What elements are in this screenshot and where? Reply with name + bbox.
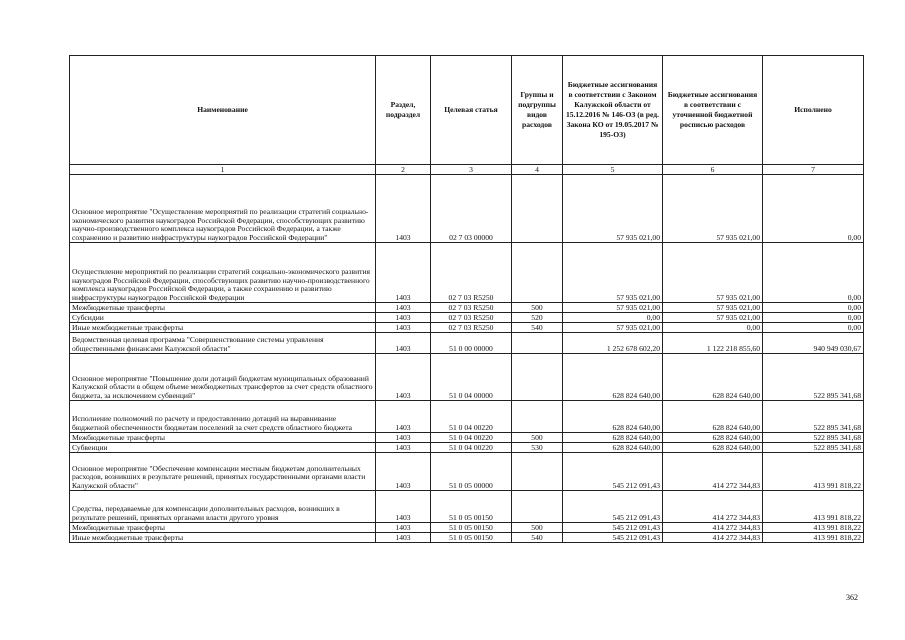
row-section: 1403 [376,323,431,333]
row-refined: 628 824 640,00 [663,433,763,443]
table-row [70,323,864,333]
header-refined: Бюджетные ассигнования в соответствии с уточненной бюджетной росписью расходов [663,56,763,165]
row-refined: 628 824 640,00 [663,443,763,453]
row-section: 1403 [376,533,431,543]
row-name: Субвенции [70,443,376,453]
row-group [512,243,563,303]
row-group: 540 [512,533,563,543]
row-name: Основное мероприятие "Обеспечение компенсации местным бюджетам дополнительных расходов, возникших в результате решений, принятых государственными органами власти Калужской области" [70,453,376,491]
column-number: 2 [376,165,431,175]
column-number: 3 [431,165,512,175]
row-name: Ведомственная целевая программа "Совершенствование системы управления общественными финансами Калужской области" [70,333,376,354]
row-section: 1403 [376,333,431,354]
row-group [512,175,563,243]
row-group: 520 [512,313,563,323]
row-executed: 413 991 818,22 [763,453,864,491]
header-executed: Исполнено [763,56,864,165]
row-law: 1 252 678 602,20 [563,333,663,354]
row-name: Осуществление мероприятий по реализации стратегий социально-экономического развития наукоградов Российской Федерации, способствующих развитию научно-производственного комплекса наукоградов Российской Федерации, а также сохранению и развитию инфраструктуры наукоградов Российской Федерации [70,243,376,303]
table-row [70,453,864,491]
header-section: Раздел, подраздел [376,56,431,165]
row-executed: 522 895 341,68 [763,443,864,453]
column-number: 4 [512,165,563,175]
row-name: Межбюджетные трансферты [70,523,376,533]
row-executed: 522 895 341,68 [763,354,864,401]
row-refined: 57 935 021,00 [663,303,763,313]
row-group: 500 [512,523,563,533]
row-section: 1403 [376,303,431,313]
row-refined: 414 272 344,83 [663,491,763,523]
row-executed: 0,00 [763,313,864,323]
header-row [70,56,864,165]
row-executed: 0,00 [763,243,864,303]
row-section: 1403 [376,354,431,401]
table-row [70,354,864,401]
row-target: 02 7 03 R5250 [431,313,512,323]
row-executed: 413 991 818,22 [763,533,864,543]
row-group [512,354,563,401]
row-name: Основное мероприятие "Осуществление мероприятий по реализации стратегий социально-экономического развития наукоградов Российской Федерации, способствующих развитию научно-производственного комплекса наукоградов Российской Федерации, а также сохранению и развитию инфраструктуры наукоградов Российской Федерации" [70,175,376,243]
row-name: Исполнение полномочий по расчету и предоставлению дотаций на выравнивание бюджетной обеспеченности бюджетам поселений за счет средств областного бюджета [70,401,376,433]
row-law: 57 935 021,00 [563,175,663,243]
row-executed: 940 949 030,67 [763,333,864,354]
row-name: Иные межбюджетные трансферты [70,533,376,543]
table-row [70,443,864,453]
row-section: 1403 [376,175,431,243]
column-number: 6 [663,165,763,175]
row-section: 1403 [376,491,431,523]
row-target: 51 0 05 00150 [431,523,512,533]
row-refined: 628 824 640,00 [663,354,763,401]
row-refined: 414 272 344,83 [663,533,763,543]
budget-table [69,55,864,543]
row-group: 500 [512,433,563,443]
column-number-row [70,165,864,175]
row-target: 51 0 05 00000 [431,453,512,491]
row-executed: 413 991 818,22 [763,491,864,523]
row-law: 57 935 021,00 [563,243,663,303]
column-number: 5 [563,165,663,175]
table-row [70,491,864,523]
row-refined: 414 272 344,83 [663,453,763,491]
column-number: 1 [70,165,376,175]
row-target: 02 7 03 R5250 [431,323,512,333]
row-group: 540 [512,323,563,333]
row-group [512,453,563,491]
row-law: 57 935 021,00 [563,303,663,313]
row-law: 628 824 640,00 [563,443,663,453]
row-group: 530 [512,443,563,453]
row-section: 1403 [376,401,431,433]
row-target: 51 0 04 00220 [431,443,512,453]
row-law: 628 824 640,00 [563,433,663,443]
row-target: 51 0 05 00150 [431,491,512,523]
table-row [70,313,864,323]
row-target: 51 0 04 00000 [431,354,512,401]
row-group [512,491,563,523]
header-law: Бюджетные ассигнования в соответствии с Законом Калужской области от 15.12.2016 № 146-ОЗ (в ред. Закона КО от 19.05.2017 № 195-ОЗ) [563,56,663,165]
row-executed: 522 895 341,68 [763,401,864,433]
row-group: 500 [512,303,563,313]
row-target: 51 0 04 00220 [431,401,512,433]
row-executed: 413 991 818,22 [763,523,864,533]
table-row [70,333,864,354]
row-refined: 0,00 [663,323,763,333]
page-number: 362 [846,593,858,602]
row-refined: 57 935 021,00 [663,313,763,323]
row-name: Межбюджетные трансферты [70,303,376,313]
row-refined: 57 935 021,00 [663,243,763,303]
row-name: Субсидии [70,313,376,323]
row-target: 02 7 03 00000 [431,175,512,243]
table-row [70,433,864,443]
header-target: Целевая статья [431,56,512,165]
table-row [70,523,864,533]
row-executed: 0,00 [763,303,864,313]
row-target: 02 7 03 R5250 [431,303,512,313]
table-row [70,303,864,313]
row-target: 51 0 00 00000 [431,333,512,354]
table-row [70,175,864,243]
row-executed: 0,00 [763,175,864,243]
column-number: 7 [763,165,864,175]
row-target: 51 0 04 00220 [431,433,512,443]
table-row [70,533,864,543]
header-name: Наименование [70,56,376,165]
row-section: 1403 [376,243,431,303]
row-law: 0,00 [563,313,663,323]
row-refined: 414 272 344,83 [663,523,763,533]
row-group [512,333,563,354]
row-executed: 522 895 341,68 [763,433,864,443]
table-row [70,243,864,303]
table-row [70,401,864,433]
row-target: 02 7 03 R5250 [431,243,512,303]
row-section: 1403 [376,313,431,323]
row-executed: 0,00 [763,323,864,333]
row-name: Основное мероприятие "Повышение доли дотаций бюджетам муниципальных образований Калужской области в общем объеме межбюджетных трансфертов за счет средств областного бюджета, за исключением субвенций" [70,354,376,401]
row-law: 57 935 021,00 [563,323,663,333]
row-section: 1403 [376,453,431,491]
row-law: 628 824 640,00 [563,354,663,401]
row-name: Межбюджетные трансферты [70,433,376,443]
row-refined: 1 122 218 855,60 [663,333,763,354]
row-section: 1403 [376,443,431,453]
row-group [512,401,563,433]
row-law: 545 212 091,43 [563,533,663,543]
row-name: Средства, передаваемые для компенсации дополнительных расходов, возникших в результате решений, принятых органами власти другого уровня [70,491,376,523]
row-target: 51 0 05 00150 [431,533,512,543]
row-law: 545 212 091,43 [563,453,663,491]
row-law: 545 212 091,43 [563,491,663,523]
budget-table-sheet [69,55,863,543]
row-refined: 628 824 640,00 [663,401,763,433]
row-section: 1403 [376,523,431,533]
header-groups: Группы и подгруппы видов расходов [512,56,563,165]
row-section: 1403 [376,433,431,443]
row-law: 545 212 091,43 [563,523,663,533]
row-law: 628 824 640,00 [563,401,663,433]
row-name: Иные межбюджетные трансферты [70,323,376,333]
row-refined: 57 935 021,00 [663,175,763,243]
